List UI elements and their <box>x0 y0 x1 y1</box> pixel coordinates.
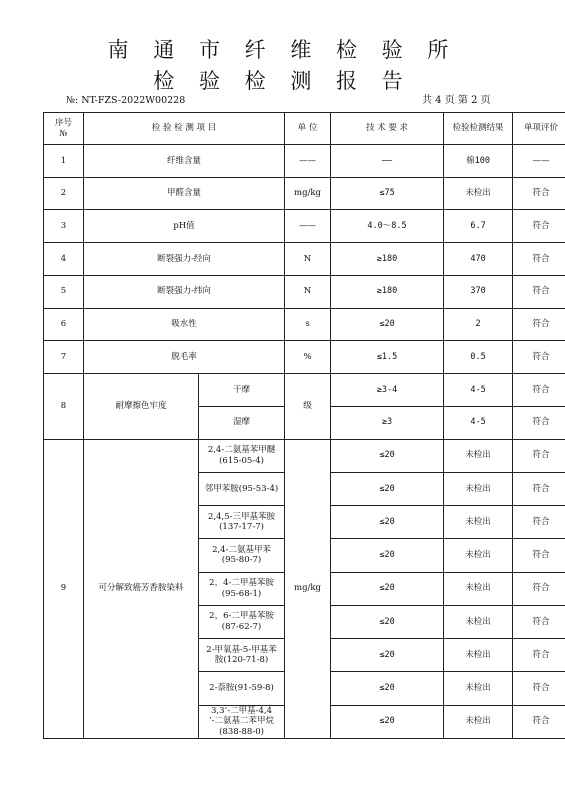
cell-unit: s <box>285 308 331 341</box>
cell-item: 耐摩擦色牢度 <box>84 374 199 439</box>
cell-subitem: 2-甲氧基-5-甲基苯 胺(120-71-8) <box>199 639 285 672</box>
cell-result: 未检出 <box>444 472 513 505</box>
cell-seq: 4 <box>44 243 84 276</box>
cell-evaluation: 符合 <box>513 374 565 407</box>
col-seq: 序号 № <box>44 113 84 145</box>
cell-result: 470 <box>444 243 513 276</box>
cell-item: 断裂强力-纬向 <box>84 275 285 308</box>
cell-requirement: 4.0～8.5 <box>331 210 444 243</box>
col-evaluation: 单项评价 <box>513 113 565 145</box>
cell-subitem: 2,4,5-三甲基苯胺 (137-17-7) <box>199 506 285 539</box>
cell-subitem: 干摩 <box>199 374 285 407</box>
cell-requirement: ≥3-4 <box>331 374 444 407</box>
cell-evaluation: —— <box>513 145 565 178</box>
cell-result: 2 <box>444 308 513 341</box>
cell-seq: 2 <box>44 177 84 210</box>
cell-item: 脱毛率 <box>84 341 285 374</box>
cell-evaluation: 符合 <box>513 177 565 210</box>
inspection-table <box>43 112 565 739</box>
cell-requirement: ≥180 <box>331 243 444 276</box>
cell-result: 未检出 <box>444 672 513 705</box>
cell-requirement: ≥3 <box>331 406 444 439</box>
cell-unit: 级 <box>285 374 331 439</box>
cell-result: 0.5 <box>444 341 513 374</box>
cell-seq: 1 <box>44 145 84 178</box>
table-row <box>44 275 565 308</box>
cell-unit: —— <box>285 145 331 178</box>
cell-evaluation: 符合 <box>513 406 565 439</box>
report-title: 检 验 检 测 报 告 <box>153 69 412 93</box>
cell-evaluation: 符合 <box>513 539 565 572</box>
cell-evaluation: 符合 <box>513 275 565 308</box>
cell-requirement: ≤20 <box>331 308 444 341</box>
cell-result: 未检出 <box>444 605 513 638</box>
cell-unit: mg/kg <box>285 439 331 738</box>
cell-requirement: ≤20 <box>331 572 444 605</box>
cell-item: 吸水性 <box>84 308 285 341</box>
table-row <box>44 243 565 276</box>
cell-result: 370 <box>444 275 513 308</box>
table-row <box>44 439 565 472</box>
cell-result: 未检出 <box>444 539 513 572</box>
cell-evaluation: 符合 <box>513 341 565 374</box>
cell-seq: 8 <box>44 374 84 439</box>
cell-unit: mg/kg <box>285 177 331 210</box>
table-row <box>44 341 565 374</box>
org-title: 南 通 市 纤 维 检 验 所 <box>107 38 458 62</box>
cell-seq: 5 <box>44 275 84 308</box>
cell-subitem: 湿摩 <box>199 406 285 439</box>
col-result: 检验检测结果 <box>444 113 513 145</box>
table-row <box>44 210 565 243</box>
cell-evaluation: 符合 <box>513 605 565 638</box>
cell-requirement: —— <box>331 145 444 178</box>
table-row <box>44 145 565 178</box>
cell-item: 纤维含量 <box>84 145 285 178</box>
cell-item: 断裂强力-经向 <box>84 243 285 276</box>
cell-requirement: ≤75 <box>331 177 444 210</box>
cell-requirement: ≤20 <box>331 672 444 705</box>
cell-unit: —— <box>285 210 331 243</box>
cell-requirement: ≤20 <box>331 439 444 472</box>
cell-item: 甲醛含量 <box>84 177 285 210</box>
cell-evaluation: 符合 <box>513 243 565 276</box>
cell-evaluation: 符合 <box>513 308 565 341</box>
cell-requirement: ≥180 <box>331 275 444 308</box>
cell-requirement: ≤20 <box>331 705 444 738</box>
cell-result: 未检出 <box>444 439 513 472</box>
cell-subitem: 2-萘胺(91-59-8) <box>199 672 285 705</box>
cell-result: 4-5 <box>444 406 513 439</box>
cell-result: 未检出 <box>444 572 513 605</box>
table-row <box>44 308 565 341</box>
col-item: 检 验 检 测 项 目 <box>84 113 285 145</box>
cell-subitem: 邻甲苯胺(95-53-4) <box>199 472 285 505</box>
cell-seq: 9 <box>44 439 84 738</box>
cell-requirement: ≤20 <box>331 605 444 638</box>
cell-result: 4-5 <box>444 374 513 407</box>
cell-requirement: ≤20 <box>331 506 444 539</box>
cell-subitem: 3,3’-二甲基-4,4 ’-二氨基二苯甲烷 (838-88-0) <box>199 705 285 738</box>
cell-evaluation: 符合 <box>513 639 565 672</box>
cell-requirement: ≤20 <box>331 472 444 505</box>
cell-result: 棉100 <box>444 145 513 178</box>
cell-item: 可分解致癌芳香胺染料 <box>84 439 199 738</box>
table-row <box>44 374 565 407</box>
cell-item: pH值 <box>84 210 285 243</box>
cell-seq: 7 <box>44 341 84 374</box>
cell-unit: N <box>285 243 331 276</box>
cell-evaluation: 符合 <box>513 472 565 505</box>
cell-unit: N <box>285 275 331 308</box>
col-unit: 单 位 <box>285 113 331 145</box>
cell-subitem: 2,4-二氨基苯甲醚 (615-05-4) <box>199 439 285 472</box>
cell-evaluation: 符合 <box>513 705 565 738</box>
cell-seq: 3 <box>44 210 84 243</box>
cell-evaluation: 符合 <box>513 210 565 243</box>
cell-result: 未检出 <box>444 177 513 210</box>
cell-unit: % <box>285 341 331 374</box>
cell-result: 未检出 <box>444 506 513 539</box>
cell-subitem: 2，4-二甲基苯胺 (95-68-1) <box>199 572 285 605</box>
cell-evaluation: 符合 <box>513 506 565 539</box>
cell-evaluation: 符合 <box>513 439 565 472</box>
cell-result: 6.7 <box>444 210 513 243</box>
cell-requirement: ≤20 <box>331 639 444 672</box>
table-row <box>44 177 565 210</box>
cell-evaluation: 符合 <box>513 672 565 705</box>
cell-result: 未检出 <box>444 705 513 738</box>
header-row <box>44 113 565 145</box>
col-requirement: 技 术 要 求 <box>331 113 444 145</box>
cell-subitem: 2，6-二甲基苯胺 (87-62-7) <box>199 605 285 638</box>
cell-seq: 6 <box>44 308 84 341</box>
page-info: 共 4 页 第 2 页 <box>422 95 491 106</box>
cell-requirement: ≤1.5 <box>331 341 444 374</box>
cell-result: 未检出 <box>444 639 513 672</box>
report-number: №: NT-FZS-2022W00228 <box>66 95 186 106</box>
cell-evaluation: 符合 <box>513 572 565 605</box>
cell-requirement: ≤20 <box>331 539 444 572</box>
cell-subitem: 2,4-二氨基甲苯 (95-80-7) <box>199 539 285 572</box>
